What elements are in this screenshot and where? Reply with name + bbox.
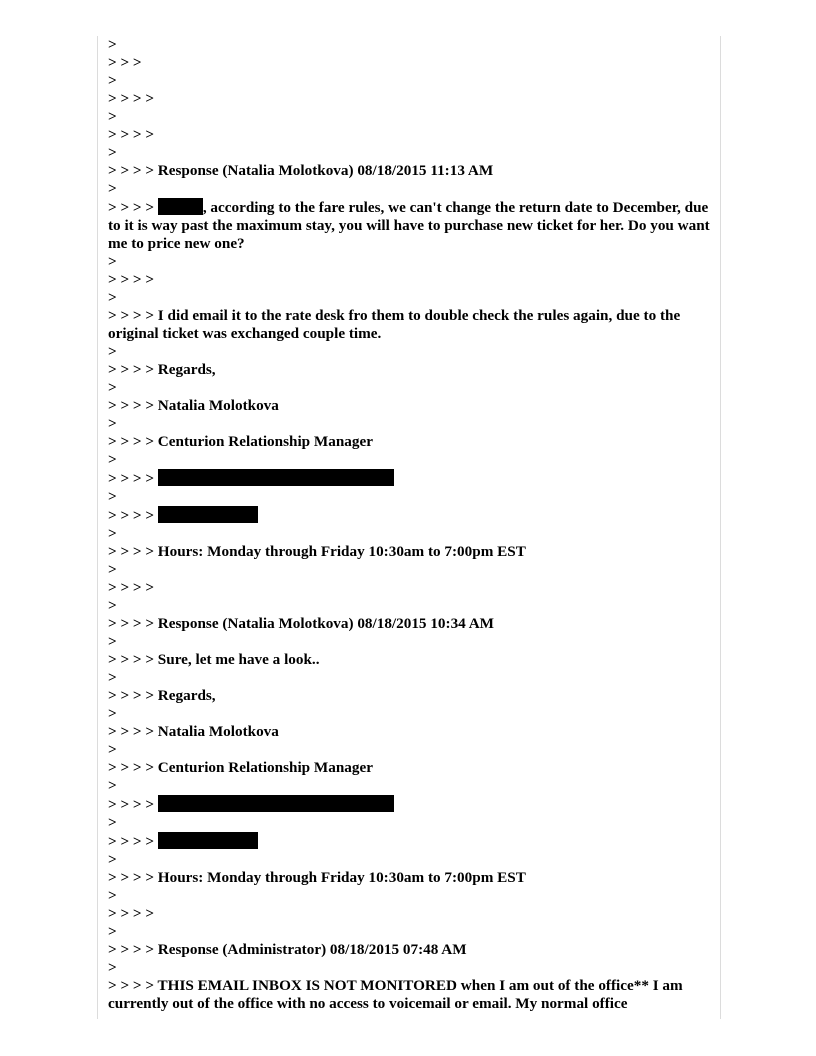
- line-text: > > > >: [108, 796, 158, 813]
- line-text: > > > > Hours: Monday through Friday 10:30am to 7:00pm EST: [108, 869, 526, 886]
- email-line: [108, 397, 710, 415]
- email-line: [108, 343, 710, 361]
- line-text: >: [108, 597, 117, 614]
- line-text: >: [108, 814, 117, 831]
- line-text: > > > > Response (Natalia Molotkova) 08/18/2015 10:34 AM: [108, 615, 495, 632]
- email-line: [108, 651, 710, 669]
- email-line: [108, 723, 710, 741]
- email-line: [108, 307, 710, 343]
- line-text: > > > >: [108, 126, 155, 143]
- email-line: [108, 108, 710, 126]
- email-line: [108, 905, 710, 923]
- redaction-block: [158, 832, 258, 849]
- line-text: > > > >: [108, 470, 158, 487]
- line-text: > > > >: [108, 579, 155, 596]
- line-text: >: [108, 959, 117, 976]
- line-text: >: [108, 488, 117, 505]
- email-line: [108, 379, 710, 397]
- line-text: >: [108, 343, 117, 360]
- email-line: [108, 977, 710, 1013]
- redaction-block: [158, 795, 394, 812]
- line-text: > > > > Hours: Monday through Friday 10:30am to 7:00pm EST: [108, 543, 526, 560]
- line-text: >: [108, 561, 117, 578]
- email-thread-body: [108, 36, 714, 1013]
- email-line: [108, 705, 710, 723]
- email-line: [108, 851, 710, 869]
- email-line: [108, 579, 710, 597]
- line-text: > > > >: [108, 90, 155, 107]
- line-text: > > > > Regards,: [108, 361, 216, 378]
- line-text: > > > > Natalia Molotkova: [108, 397, 279, 414]
- line-text: >: [108, 887, 117, 904]
- email-line: [108, 814, 710, 832]
- line-text: >: [108, 415, 117, 432]
- email-line: [108, 887, 710, 905]
- email-line: [108, 180, 710, 198]
- line-text: >: [108, 108, 117, 125]
- email-line: [108, 633, 710, 651]
- email-line: [108, 741, 710, 759]
- line-text: >: [108, 36, 117, 53]
- line-text: >: [108, 253, 117, 270]
- email-line: [108, 687, 710, 705]
- email-line: [108, 144, 710, 162]
- line-text: > > > > Natalia Molotkova: [108, 723, 279, 740]
- line-text: > > > >: [108, 199, 158, 216]
- redaction-block: [158, 469, 394, 486]
- line-text: > > > >: [108, 905, 155, 922]
- line-text: > > > > Regards,: [108, 687, 216, 704]
- email-line: [108, 451, 710, 469]
- email-line: [108, 198, 714, 253]
- line-text: > > > > Sure, let me have a look..: [108, 651, 320, 668]
- email-line: [108, 923, 710, 941]
- line-text: >: [108, 705, 117, 722]
- email-line: [108, 941, 710, 959]
- email-line: [108, 126, 710, 144]
- email-line: [108, 72, 710, 90]
- email-line: [108, 54, 710, 72]
- email-line: [108, 488, 710, 506]
- line-text: >: [108, 525, 117, 542]
- redaction-block: [158, 198, 203, 215]
- email-line: [108, 36, 710, 54]
- line-text: > > > > Response (Natalia Molotkova) 08/18/2015 11:13 AM: [108, 162, 494, 179]
- email-line: [108, 759, 710, 777]
- email-line: [108, 795, 710, 814]
- email-line: [108, 543, 710, 561]
- redaction-block: [158, 506, 258, 523]
- line-text: > > > >: [108, 833, 158, 850]
- email-line: [108, 253, 710, 271]
- email-line: [108, 561, 710, 579]
- line-text: > > > > Centurion Relationship Manager: [108, 433, 373, 450]
- email-line: [108, 832, 710, 851]
- line-text: >: [108, 379, 117, 396]
- email-line: [108, 433, 710, 451]
- line-text: >: [108, 923, 117, 940]
- line-text: >: [108, 144, 117, 161]
- line-text: > > > > Response (Administrator) 08/18/2015 07:48 AM: [108, 941, 467, 958]
- line-text: > > > > THIS EMAIL INBOX IS NOT MONITORED when I am out of the office** I am currently out of the office with no access to voicemail or email. My normal office: [108, 977, 687, 1012]
- email-line: [108, 415, 710, 433]
- email-line: [108, 869, 710, 887]
- email-line: [108, 615, 710, 633]
- email-line: [108, 597, 710, 615]
- email-line: [108, 777, 710, 795]
- line-text: > > > >: [108, 271, 155, 288]
- line-text: >: [108, 669, 117, 686]
- line-text: >: [108, 777, 117, 794]
- email-line: [108, 506, 710, 525]
- email-line: [108, 271, 710, 289]
- line-text: >: [108, 741, 117, 758]
- email-line: [108, 90, 710, 108]
- line-text: >: [108, 289, 117, 306]
- line-text: > > > > I did email it to the rate desk fro them to double check the rules again, due to the original ticket was exchanged couple time.: [108, 307, 684, 342]
- email-line: [108, 162, 710, 180]
- line-text: >: [108, 633, 117, 650]
- line-text: > > >: [108, 54, 142, 71]
- line-text: >: [108, 180, 117, 197]
- email-line: [108, 289, 710, 307]
- line-text: > > > > Centurion Relationship Manager: [108, 759, 373, 776]
- email-line: [108, 525, 710, 543]
- line-text: >: [108, 851, 117, 868]
- email-line: [108, 469, 710, 488]
- line-text: >: [108, 72, 117, 89]
- line-text-continuation: , according to the fare rules, we can't change the return date to December, due to it is way past the maximum stay, you will have to purchase new ticket for her. Do you want me to price new one?: [108, 199, 714, 252]
- line-text: >: [108, 451, 117, 468]
- email-line: [108, 669, 710, 687]
- email-line: [108, 361, 710, 379]
- email-line: [108, 959, 710, 977]
- line-text: > > > >: [108, 507, 158, 524]
